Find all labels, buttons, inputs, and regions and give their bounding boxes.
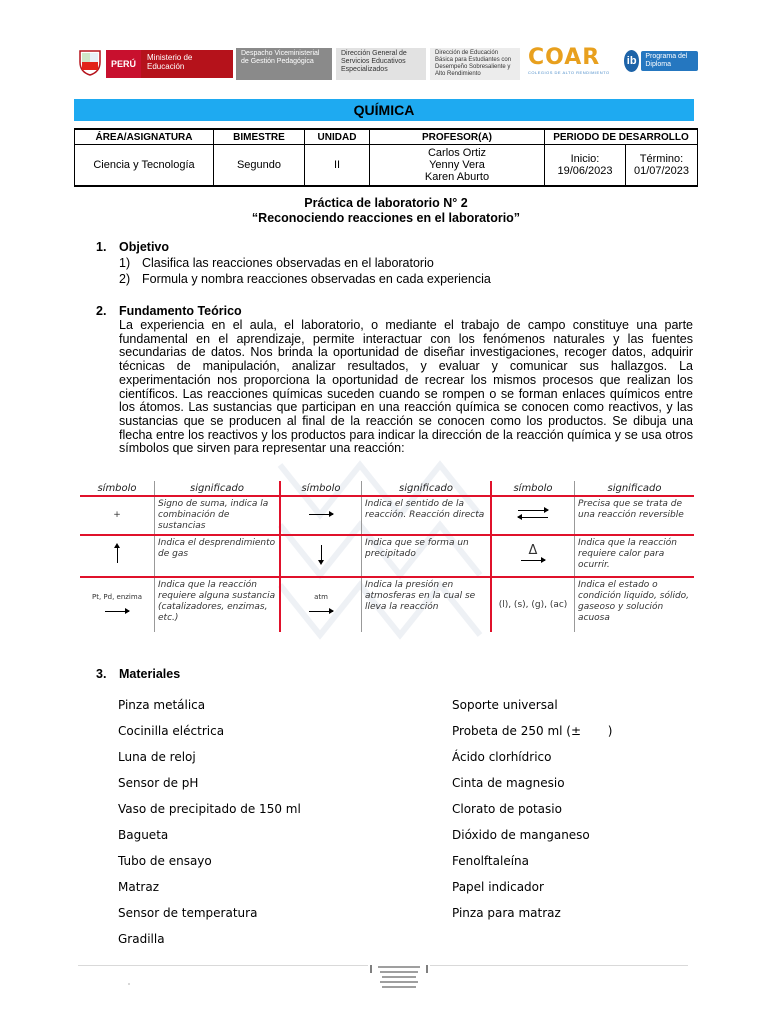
section-materiales-title bbox=[96, 667, 180, 681]
list-item: Probeta de 250 ml (± ) bbox=[452, 724, 613, 738]
arrow-right-icon bbox=[105, 611, 129, 612]
peru-label: PERÚ bbox=[106, 50, 141, 78]
list-item: Papel indicador bbox=[452, 880, 544, 894]
header-area: ÁREA/ASIGNATURA bbox=[75, 129, 214, 145]
list-item: 1) Clasifica las reacciones observadas en el laboratorio bbox=[119, 256, 434, 270]
fundamento-text: La experiencia en el aula, el laboratorio, o mediante el trabajo de campo constituye una parte fundamental en el aprendizaje, permite interactuar con los fenómenos naturales y las fuentes secundarias de datos. Nos brinda la oportunidad de diseñar investigaciones, recoger datos, adquirir técnicas de manipulación, analizar resultados, y evaluar y comunicar sus hallazgos. La experimentación nos proporciona la oportunidad de recrear los mismos procesos que realizan los científicos. Las reacciones químicas suceden cuando se rompen o se forman enlaces químicos entre los átomos. Las sustancias que participan en una reacción química se conocen como reactivos, y las sustancias que se producen al final de la reacción se conocen como los productos. Se dibuja una flecha entre los reactivos y los productos para indicar la dirección de la reacción química y se usa otros símbolos que sirven para representar una reacción: bbox=[119, 318, 693, 456]
list-item: Matraz bbox=[118, 880, 159, 894]
sym-meaning: Indica que la reacción requiere calor para ocurrir. bbox=[575, 535, 695, 577]
logo-box-direccion-general: Dirección General de Servicios Educativos Especializados bbox=[336, 48, 426, 80]
sym-header: significado bbox=[575, 481, 695, 496]
header-bimestre: BIMESTRE bbox=[214, 129, 305, 145]
ministry-logo bbox=[106, 50, 233, 78]
section-label: Fundamento Teórico bbox=[119, 304, 242, 318]
catalyst-symbol bbox=[80, 577, 155, 632]
symbols-table bbox=[80, 481, 694, 632]
unidad-value: II bbox=[305, 145, 370, 187]
sym-meaning: Indica el estado o condición liquido, sólido, gaseoso y solución acuosa bbox=[578, 580, 690, 623]
section-fundamento-title bbox=[96, 304, 242, 318]
sym-meaning: Precisa que se trata de una reacción reversible bbox=[575, 496, 695, 535]
list-item: Cocinilla eléctrica bbox=[118, 724, 225, 738]
states-symbol: (l), (s), (g), (ac) bbox=[491, 577, 575, 632]
logo-box-direccion-educacion: Dirección de Educación Básica para Estudiantes con Desempeño Sobresaliente y Alto Rendimiento bbox=[430, 48, 520, 80]
plus-symbol: + bbox=[80, 496, 155, 535]
atm-label: atm bbox=[314, 593, 328, 601]
ib-text: Programa del Diploma bbox=[641, 51, 698, 71]
ministry-label: Ministerio de Educación bbox=[141, 50, 233, 78]
header-periodo: PERIODO DE DESARROLLO bbox=[545, 129, 698, 145]
section-objetivo-title bbox=[96, 240, 169, 254]
arrow-right-icon bbox=[280, 496, 362, 535]
sym-header: símbolo bbox=[491, 481, 575, 496]
peru-shield-icon bbox=[78, 48, 102, 76]
list-item: Soporte universal bbox=[452, 698, 558, 712]
sym-header: significado bbox=[362, 481, 492, 496]
objetivo-list bbox=[119, 255, 491, 287]
profesor-3: Karen Aburto bbox=[424, 171, 490, 183]
footer-emblem-icon bbox=[368, 963, 430, 991]
sym-meaning: Indica la presión en atmosferas en la cual se lleva la reacción bbox=[362, 577, 492, 632]
inicio-cell bbox=[545, 145, 626, 187]
section-number: 2. bbox=[96, 304, 107, 318]
header-unidad: UNIDAD bbox=[305, 129, 370, 145]
profesor-1: Carlos Ortiz bbox=[427, 147, 487, 159]
list-item: Pinza para matraz bbox=[452, 906, 561, 920]
bimestre-value: Segundo bbox=[214, 145, 305, 187]
sym-meaning: Indica el desprendimiento de gas bbox=[155, 535, 281, 577]
practice-subtitle: “Reconociendo reacciones en el laboratorio” bbox=[251, 211, 521, 225]
heat-symbol bbox=[491, 535, 575, 577]
footer-dot bbox=[128, 983, 130, 985]
section-number: 3. bbox=[96, 667, 107, 681]
termino-date: 01/07/2023 bbox=[633, 165, 690, 177]
header-logos bbox=[78, 44, 698, 84]
materials-left-list bbox=[118, 698, 301, 958]
section-label: Materiales bbox=[119, 667, 181, 681]
list-item: Tubo de ensayo bbox=[118, 854, 212, 868]
section-number: 1. bbox=[96, 240, 107, 254]
list-item: 2) Formula y nombra reacciones observadas en cada experiencia bbox=[119, 272, 491, 286]
profesores-cell bbox=[370, 145, 545, 187]
arrow-up-icon bbox=[80, 535, 155, 577]
sym-meaning: Indica el sentido de la reacción. Reacción directa bbox=[362, 496, 492, 535]
list-item: Vaso de precipitado de 150 ml bbox=[118, 802, 301, 816]
list-item: Cinta de magnesio bbox=[452, 776, 565, 790]
inicio-date: 19/06/2023 bbox=[557, 165, 613, 177]
list-item: Gradilla bbox=[118, 932, 165, 946]
list-item: Fenolftaleína bbox=[452, 854, 529, 868]
list-item: Sensor de temperatura bbox=[118, 906, 258, 920]
arrow-right-icon bbox=[309, 611, 333, 612]
list-item: Bagueta bbox=[118, 828, 169, 842]
page-title: QUÍMICA bbox=[74, 99, 694, 121]
coar-text: COAR bbox=[528, 45, 601, 70]
section-label: Objetivo bbox=[119, 240, 170, 254]
ib-circle-icon: ib bbox=[624, 50, 639, 72]
list-item: Clorato de potasio bbox=[452, 802, 562, 816]
pressure-symbol bbox=[280, 577, 362, 632]
ib-logo bbox=[624, 46, 698, 76]
list-item: Ácido clorhídrico bbox=[452, 750, 552, 764]
sym-meaning: Signo de suma, indica la combinación de sustancias bbox=[155, 496, 281, 535]
arrow-down-icon bbox=[280, 535, 362, 577]
sym-header: símbolo bbox=[80, 481, 155, 496]
termino-cell bbox=[626, 145, 698, 187]
coar-subtitle: COLEGIOS DE ALTO RENDIMIENTO bbox=[528, 70, 610, 75]
list-item: Pinza metálica bbox=[118, 698, 206, 712]
sym-header: significado bbox=[155, 481, 281, 496]
catalyst-label: Pt, Pd, enzima bbox=[91, 593, 142, 601]
logo-box-despacho: Despacho Viceministerial de Gestión Pedagógica bbox=[236, 48, 332, 80]
arrow-right-icon bbox=[521, 560, 545, 561]
materials-right-list bbox=[452, 698, 612, 932]
practice-title: Práctica de laboratorio N° 2 bbox=[304, 196, 468, 210]
profesor-2: Yenny Vera bbox=[429, 159, 485, 171]
inicio-label: Inicio: bbox=[570, 153, 600, 165]
delta-symbol: Δ bbox=[528, 543, 538, 558]
header-profesor: PROFESOR(A) bbox=[370, 129, 545, 145]
list-item: Dióxido de manganeso bbox=[452, 828, 590, 842]
termino-label: Término: bbox=[639, 153, 684, 165]
info-table bbox=[74, 128, 698, 187]
sym-meaning: Indica que se forma un precipitado bbox=[362, 535, 492, 577]
reversible-arrow-icon bbox=[491, 496, 575, 535]
sym-header: símbolo bbox=[280, 481, 362, 496]
coar-logo bbox=[528, 46, 613, 80]
practice-heading bbox=[74, 196, 698, 226]
area-value: Ciencia y Tecnología bbox=[75, 145, 214, 187]
sym-meaning: Indica que la reacción requiere alguna sustancia (catalizadores, enzimas, etc.) bbox=[155, 577, 281, 632]
list-item: Sensor de pH bbox=[118, 776, 199, 790]
list-item: Luna de reloj bbox=[118, 750, 196, 764]
